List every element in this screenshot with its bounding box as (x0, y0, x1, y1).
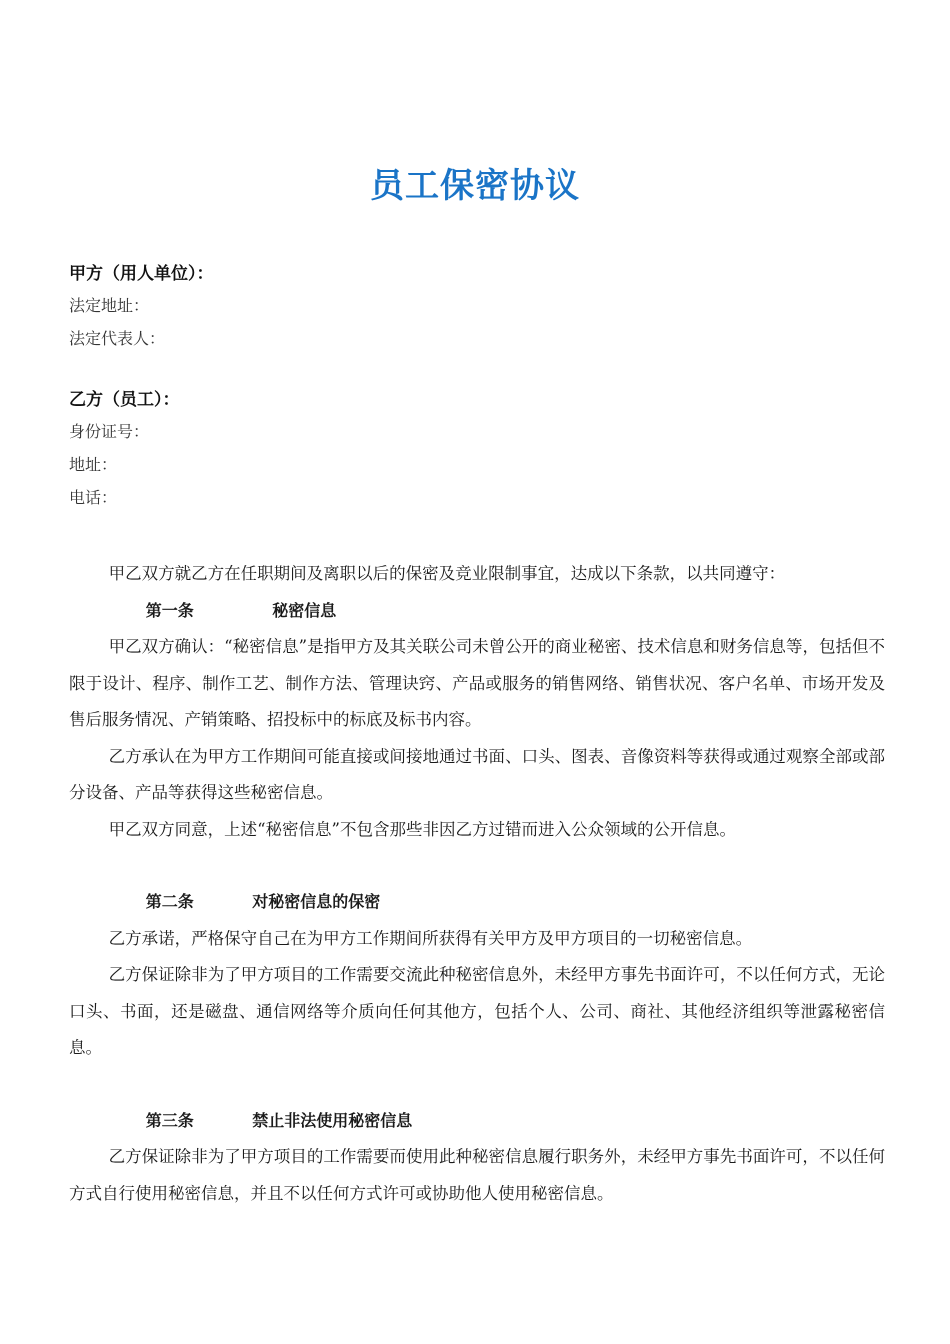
party-a-section (69, 262, 889, 360)
article-1-heading (69, 593, 885, 630)
party-b-section (69, 388, 889, 519)
party-b-id-label: 身份证号： (69, 422, 150, 441)
article-name: 禁止非法使用秘密信息 (252, 1110, 413, 1130)
party-b-phone-label: 电话： (69, 488, 118, 507)
article-name: 秘密信息 (272, 600, 337, 620)
article-name: 对秘密信息的保密 (252, 892, 381, 911)
article-3-paragraph-1: 乙方保证除非为了甲方项目的工作需要而使用此种秘密信息履行职务外，未经甲方事先书面许可，不以任何方式自行使用秘密信息，并且不以任何方式许可或协助他人使用秘密信息。 (69, 1147, 885, 1203)
article-3-heading (69, 1103, 885, 1140)
article-1-paragraph-3: 甲乙双方同意，上述“秘密信息”不包含那些非因乙方过错而进入公众领域的公开信息。 (108, 819, 736, 839)
party-a-heading: 甲方（用人单位）： (69, 264, 214, 284)
article-1-paragraph-1: 甲乙双方确认：“秘密信息”是指甲方及其关联公司未曾公开的商业秘密、技术信息和财务信息等，包括但不限于设计、程序、制作工艺、制作方法、管理诀窍、产品或服务的销售网络、销售状况、客户名单、市场开发及售后服务情况、产销策略、招投标中的标底及标书内容。 (69, 637, 885, 729)
party-b-heading: 乙方（员工）： (69, 390, 180, 410)
article-2-heading (69, 884, 885, 921)
party-a-address-label: 法定地址： (69, 296, 150, 315)
article-number: 第三条 (145, 1110, 194, 1130)
party-b-address-label: 地址： (69, 455, 118, 474)
article-number: 第二条 (145, 892, 194, 911)
article-2-paragraph-2: 乙方保证除非为了甲方项目的工作需要交流此种秘密信息外，未经甲方事先书面许可，不以任何方式，无论口头、书面，还是磁盘、通信网络等介质向任何其他方，包括个人、公司、商社、其他经济组织等泄露秘密信息。 (69, 965, 885, 1057)
article-number: 第一条 (145, 600, 194, 620)
section-spacer (69, 848, 885, 884)
document-title: 员工保密协议 (370, 166, 580, 206)
intro-paragraph: 甲乙双方就乙方在任职期间及离职以后的保密及竞业限制事宜，达成以下条款，以共同遵守： (108, 564, 786, 583)
article-2-paragraph-1: 乙方承诺，严格保守自己在为甲方工作期间所获得有关甲方及甲方项目的一切秘密信息。 (108, 928, 753, 948)
section-spacer (69, 1067, 885, 1103)
article-1-paragraph-2: 乙方承认在为甲方工作期间可能直接或间接地通过书面、口头、图表、音像资料等获得或通过观察全部或部分设备、产品等获得这些秘密信息。 (69, 746, 885, 802)
party-a-representative-label: 法定代表人： (69, 329, 166, 348)
agreement-body (69, 556, 885, 1212)
